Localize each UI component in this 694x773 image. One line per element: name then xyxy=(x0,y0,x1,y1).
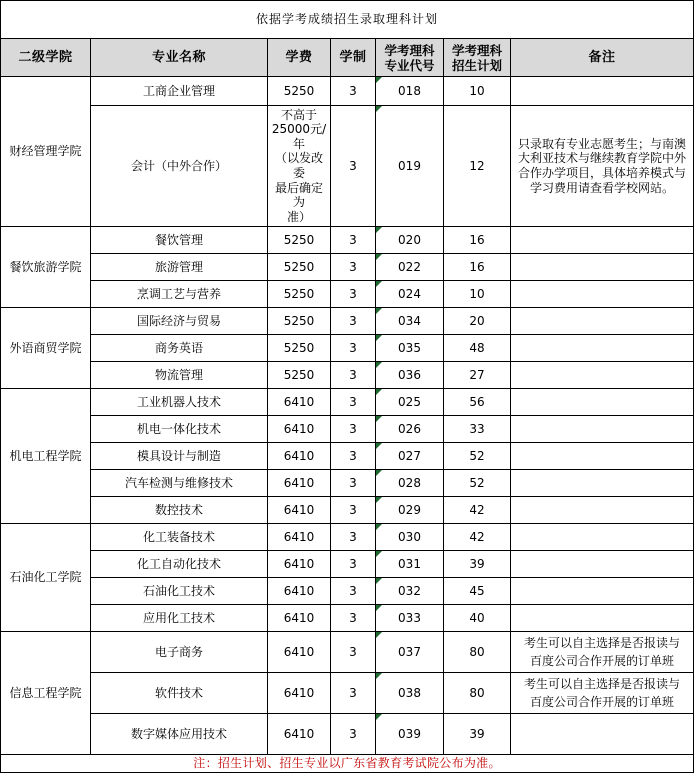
tuition-cell xyxy=(268,106,331,227)
column-header-quota-line2: 招生计划 xyxy=(451,57,502,73)
tuition-cell: 6410 xyxy=(268,714,331,755)
quota-cell: 12 xyxy=(444,106,511,227)
table-row xyxy=(1,632,694,673)
major-code-cell: 034 xyxy=(376,308,444,335)
tuition-cell: 6410 xyxy=(268,389,331,416)
table-row xyxy=(1,605,694,632)
remark-cell xyxy=(511,227,694,254)
remark-cell xyxy=(511,416,694,443)
remark-line: 百度公司合作开展的订单班 xyxy=(530,695,675,709)
remark-cell xyxy=(511,605,694,632)
major-code-cell: 033 xyxy=(376,605,444,632)
tuition-cell: 6410 xyxy=(268,497,331,524)
remark-cell: 只录取有专业志愿考生；与南澳大利亚技术与继续教育学院中外合作办学项目，具体培养模式与学习费用请查看学校网站。 xyxy=(511,106,694,227)
remark-line: 百度公司合作开展的订单班 xyxy=(530,654,675,668)
quota-cell: 52 xyxy=(444,470,511,497)
tuition-cell: 5250 xyxy=(268,77,331,106)
table-header-row xyxy=(1,39,694,77)
tuition-cell: 5250 xyxy=(268,308,331,335)
column-header-years: 学制 xyxy=(331,39,376,77)
major-name-cell: 数控技术 xyxy=(91,497,268,524)
table-row xyxy=(1,281,694,308)
major-code-cell: 029 xyxy=(376,497,444,524)
column-header-major-code xyxy=(376,39,444,77)
table-row xyxy=(1,551,694,578)
major-code-cell: 031 xyxy=(376,551,444,578)
remark-cell xyxy=(511,524,694,551)
tuition-cell: 6410 xyxy=(268,416,331,443)
remark-cell xyxy=(511,497,694,524)
years-cell: 3 xyxy=(331,362,376,389)
table-row xyxy=(1,227,694,254)
tuition-cell: 6410 xyxy=(268,470,331,497)
remark-cell xyxy=(511,551,694,578)
quota-cell: 52 xyxy=(444,443,511,470)
major-name-cell: 化工装备技术 xyxy=(91,524,268,551)
column-header-major: 专业名称 xyxy=(91,39,268,77)
tuition-cell: 6410 xyxy=(268,632,331,673)
major-name-cell: 化工自动化技术 xyxy=(91,551,268,578)
major-name-cell: 旅游管理 xyxy=(91,254,268,281)
quota-cell: 33 xyxy=(444,416,511,443)
tuition-cell: 5250 xyxy=(268,227,331,254)
major-code-cell: 024 xyxy=(376,281,444,308)
column-header-major-code-line1: 学考理科 xyxy=(384,42,435,58)
quota-cell: 56 xyxy=(444,389,511,416)
major-code-cell: 025 xyxy=(376,389,444,416)
years-cell: 3 xyxy=(331,281,376,308)
tuition-cell: 6410 xyxy=(268,605,331,632)
years-cell: 3 xyxy=(331,308,376,335)
tuition-line: （以发改委 xyxy=(274,151,323,180)
major-name-cell: 模具设计与制造 xyxy=(91,443,268,470)
major-name-cell: 工商企业管理 xyxy=(91,77,268,106)
years-cell: 3 xyxy=(331,106,376,227)
years-cell: 3 xyxy=(331,632,376,673)
major-name-cell: 机电一体化技术 xyxy=(91,416,268,443)
years-cell: 3 xyxy=(331,524,376,551)
major-code-cell: 038 xyxy=(376,673,444,714)
remark-cell xyxy=(511,389,694,416)
remark-line: 考生可以自主选择是否报读与 xyxy=(524,636,681,650)
years-cell: 3 xyxy=(331,389,376,416)
remark-cell xyxy=(511,443,694,470)
years-cell: 3 xyxy=(331,673,376,714)
major-name-cell: 软件技术 xyxy=(91,673,268,714)
quota-cell: 80 xyxy=(444,673,511,714)
major-code-cell: 020 xyxy=(376,227,444,254)
title-row xyxy=(1,1,694,39)
table-row xyxy=(1,416,694,443)
major-name-cell: 物流管理 xyxy=(91,362,268,389)
remark-cell xyxy=(511,578,694,605)
major-name-cell: 石油化工技术 xyxy=(91,578,268,605)
years-cell: 3 xyxy=(331,497,376,524)
remark-cell xyxy=(511,714,694,755)
quota-cell: 48 xyxy=(444,335,511,362)
college-cell: 外语商贸学院 xyxy=(1,308,91,389)
major-name-cell: 餐饮管理 xyxy=(91,227,268,254)
table-row xyxy=(1,524,694,551)
remark-cell xyxy=(511,673,694,714)
major-code-cell: 027 xyxy=(376,443,444,470)
years-cell: 3 xyxy=(331,605,376,632)
quota-cell: 20 xyxy=(444,308,511,335)
tuition-cell: 6410 xyxy=(268,673,331,714)
major-code-cell: 022 xyxy=(376,254,444,281)
table-row xyxy=(1,470,694,497)
remark-cell xyxy=(511,308,694,335)
tuition-line: 25000元/年 xyxy=(271,122,327,151)
major-name-cell: 烹调工艺与营养 xyxy=(91,281,268,308)
years-cell: 3 xyxy=(331,227,376,254)
remark-line: 考生可以自主选择是否报读与 xyxy=(524,677,681,691)
college-cell: 石油化工学院 xyxy=(1,524,91,632)
years-cell: 3 xyxy=(331,714,376,755)
remark-cell xyxy=(511,77,694,106)
tuition-cell: 5250 xyxy=(268,362,331,389)
years-cell: 3 xyxy=(331,578,376,605)
column-header-quota xyxy=(444,39,511,77)
years-cell: 3 xyxy=(331,470,376,497)
major-code-cell: 039 xyxy=(376,714,444,755)
remark-cell xyxy=(511,362,694,389)
table-row xyxy=(1,578,694,605)
quota-cell: 80 xyxy=(444,632,511,673)
tuition-line: 不高于 xyxy=(280,107,317,122)
major-code-cell: 037 xyxy=(376,632,444,673)
tuition-cell: 6410 xyxy=(268,443,331,470)
tuition-cell: 5250 xyxy=(268,254,331,281)
years-cell: 3 xyxy=(331,77,376,106)
years-cell: 3 xyxy=(331,416,376,443)
table-row xyxy=(1,254,694,281)
table-row xyxy=(1,335,694,362)
table-row xyxy=(1,673,694,714)
quota-cell: 39 xyxy=(444,714,511,755)
major-code-cell: 032 xyxy=(376,578,444,605)
remark-cell xyxy=(511,254,694,281)
major-code-cell: 026 xyxy=(376,416,444,443)
major-name-cell: 应用化工技术 xyxy=(91,605,268,632)
major-code-cell: 035 xyxy=(376,335,444,362)
quota-cell: 40 xyxy=(444,605,511,632)
major-name-cell: 工业机器人技术 xyxy=(91,389,268,416)
tuition-cell: 6410 xyxy=(268,578,331,605)
quota-cell: 16 xyxy=(444,254,511,281)
major-code-cell: 028 xyxy=(376,470,444,497)
years-cell: 3 xyxy=(331,254,376,281)
page-title: 依据学考成绩招生录取理科计划 xyxy=(1,1,694,39)
quota-cell: 39 xyxy=(444,551,511,578)
column-header-remark: 备注 xyxy=(511,39,694,77)
years-cell: 3 xyxy=(331,443,376,470)
quota-cell: 42 xyxy=(444,524,511,551)
column-header-college: 二级学院 xyxy=(1,39,91,77)
major-code-cell: 030 xyxy=(376,524,444,551)
major-name-cell: 会计（中外合作） xyxy=(91,106,268,227)
major-code-cell: 036 xyxy=(376,362,444,389)
table-row xyxy=(1,77,694,106)
remark-cell xyxy=(511,632,694,673)
major-name-cell: 国际经济与贸易 xyxy=(91,308,268,335)
major-code-cell: 019 xyxy=(376,106,444,227)
college-cell: 信息工程学院 xyxy=(1,632,91,755)
years-cell: 3 xyxy=(331,335,376,362)
table-row xyxy=(1,714,694,755)
tuition-cell: 5250 xyxy=(268,335,331,362)
quota-cell: 10 xyxy=(444,77,511,106)
remark-cell xyxy=(511,281,694,308)
column-header-major-code-line2: 专业代号 xyxy=(384,57,435,73)
remark-cell xyxy=(511,335,694,362)
table-row xyxy=(1,389,694,416)
major-code-cell: 018 xyxy=(376,77,444,106)
tuition-line: 最后确定为 xyxy=(274,180,323,210)
table-row xyxy=(1,308,694,335)
table-row xyxy=(1,497,694,524)
tuition-cell: 5250 xyxy=(268,281,331,308)
tuition-line: 准） xyxy=(286,209,311,224)
column-header-quota-line1: 学考理科 xyxy=(451,42,502,58)
remark-cell xyxy=(511,470,694,497)
footer-note: 注：招生计划、招生专业以广东省教育考试院公布为准。 xyxy=(1,755,694,773)
major-name-cell: 数字媒体应用技术 xyxy=(91,714,268,755)
quota-cell: 10 xyxy=(444,281,511,308)
quota-cell: 42 xyxy=(444,497,511,524)
table-row xyxy=(1,362,694,389)
quota-cell: 27 xyxy=(444,362,511,389)
column-header-tuition: 学费 xyxy=(268,39,331,77)
years-cell: 3 xyxy=(331,551,376,578)
table-row xyxy=(1,443,694,470)
college-cell: 机电工程学院 xyxy=(1,389,91,524)
college-cell: 餐饮旅游学院 xyxy=(1,227,91,308)
major-name-cell: 电子商务 xyxy=(91,632,268,673)
quota-cell: 45 xyxy=(444,578,511,605)
table-body xyxy=(1,1,694,773)
quota-cell: 16 xyxy=(444,227,511,254)
major-name-cell: 商务英语 xyxy=(91,335,268,362)
footer-note-row xyxy=(1,755,694,773)
tuition-cell: 6410 xyxy=(268,524,331,551)
tuition-cell: 6410 xyxy=(268,551,331,578)
college-cell: 财经管理学院 xyxy=(1,77,91,227)
major-name-cell: 汽车检测与维修技术 xyxy=(91,470,268,497)
table-row xyxy=(1,106,694,227)
